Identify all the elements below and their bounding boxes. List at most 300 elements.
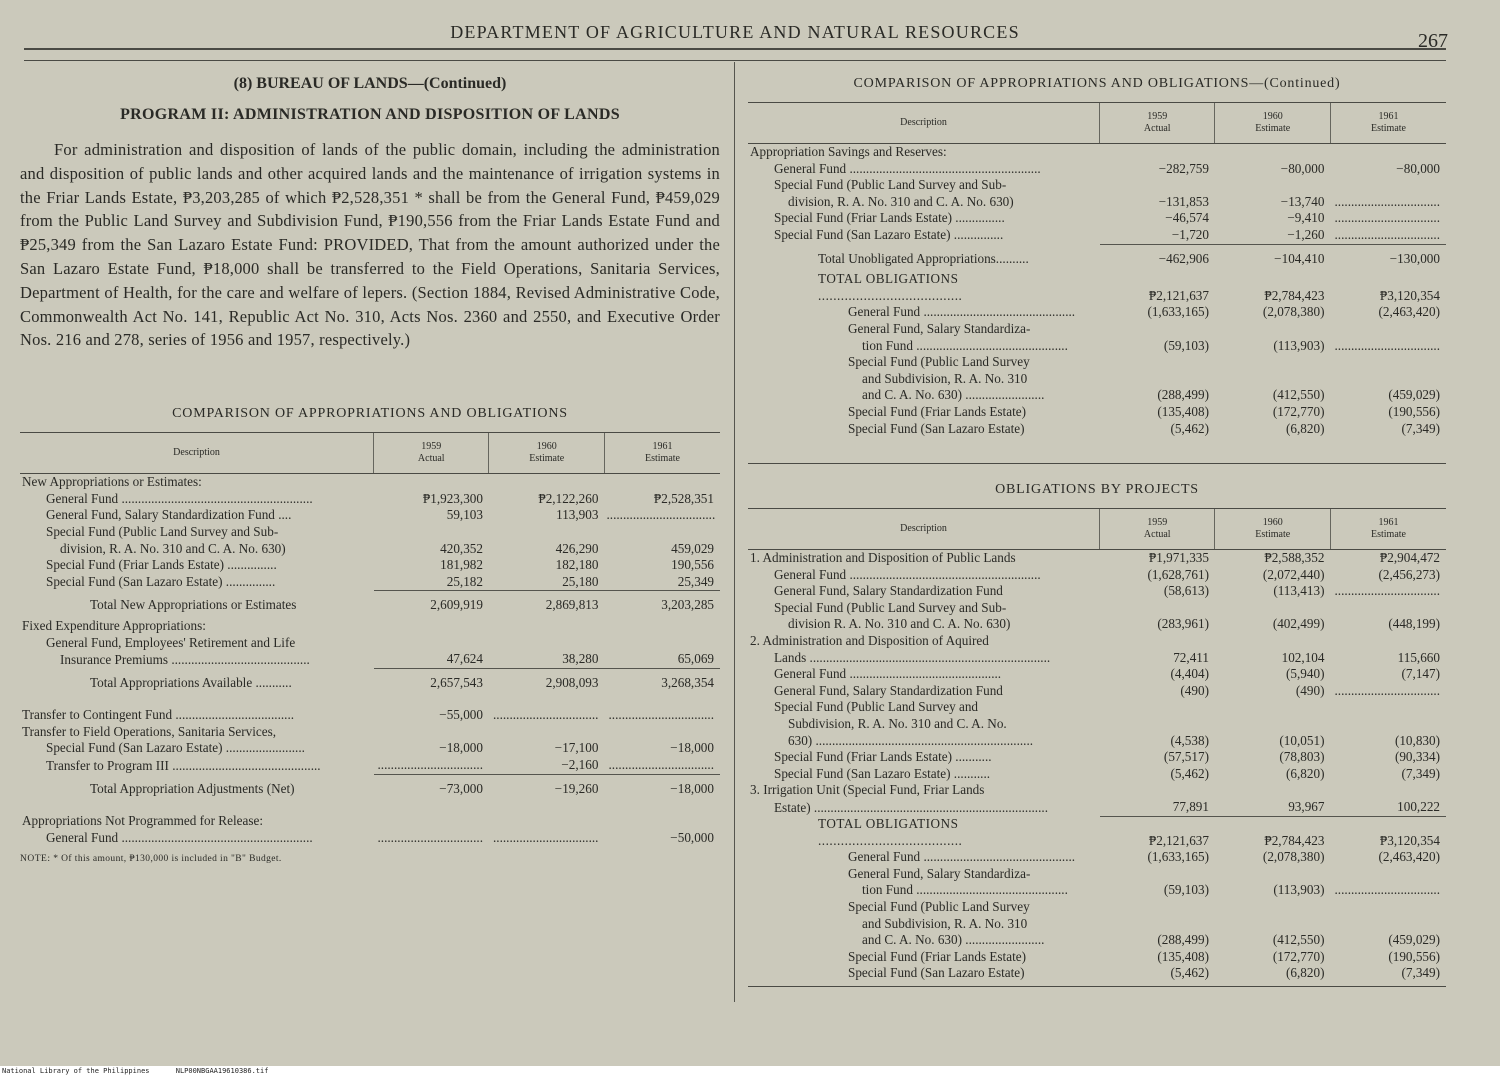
table-row [748,866,1446,883]
col-1959: 1959 Actual [1100,509,1215,550]
note-text: * Of this amount, ₱130,000 is included in "B" Budget. [53,854,282,865]
value-1961: (7,349) [1401,765,1440,781]
row-label: General Fund, Salary Standardiza- [848,320,1031,336]
value-1961 [604,724,720,741]
table-row [20,507,720,524]
value-1960: 93,967 [1288,799,1325,814]
value-1960: (490) [1295,682,1325,698]
value-1960: −2,160 [561,757,599,773]
table-row [748,354,1446,371]
row-label: and C. A. No. 630) ........................ [862,387,1045,403]
value-1960 [1215,371,1330,388]
value-1959: 59,103 [446,507,483,523]
col-1961: 1961 Estimate [1330,103,1446,144]
table-row [748,387,1446,404]
value-1960: (172,770) [1272,403,1325,419]
row-label: General Fund .......................................................... [46,490,313,506]
value-1961: (190,556) [1388,403,1440,419]
table-row [20,635,720,652]
value-1960: (6,820) [1286,420,1325,436]
table-row [20,724,720,741]
value-1961 [1330,866,1446,883]
value-1959: 72,411 [1173,649,1209,665]
row-label: General Fund .......................................................... [46,829,313,845]
value-1960 [1215,716,1330,733]
table-row [20,557,720,574]
value-1961: 459,029 [671,540,714,556]
table-row [748,244,1446,271]
file-name: NLP00NBGAA19610386.tif [175,1067,269,1075]
row-label: General Fund .............................................. [774,666,1002,682]
value-1960: −13,740 [1280,193,1325,209]
value-1960 [1215,782,1330,799]
value-1961: (2,456,273) [1378,566,1440,582]
table-row [748,210,1446,227]
row-label: 630) .................................................................. [788,732,1034,748]
value-1959: (288,499) [1157,387,1209,403]
row-label: General Fund, Salary Standardization Fund [774,682,1003,698]
value-1960 [489,524,604,541]
row-label: Total Appropriation Adjustments (Net) [90,780,295,796]
value-1961: 25,349 [677,573,714,589]
value-1961: ................................ [1334,882,1440,898]
appropriations-table [20,432,720,846]
row-label: division R. A. No. 310 and C. A. No. 630) [788,616,1011,632]
table-row [20,830,720,847]
col-1961: 1961 Estimate [1330,509,1446,550]
value-1959: ₱2,121,637 [1100,816,1215,849]
value-1960: (113,413) [1273,583,1325,599]
value-1959 [1100,699,1215,716]
value-1959 [374,635,489,652]
row-label: Appropriations Not Programmed for Release: [22,813,263,829]
value-1961: −18,000 [670,740,714,756]
program-paragraph: For administration and disposition of lands of the public domain, including the administration and disposition of public lands and other acquired lands and the maintenance of irrigation systems in the Friar Lands Estate, ₱3,203,285 of which ₱2,528,351 * shall be from the General Fund, ₱459,029 from the Public Land Survey and Subdivision Fund, ₱190,556 from the Friar Lands Estate Fund and ₱25,349 from the San Lazaro Estate Fund: PROVIDED, That from the amount authorized under the San Lazaro Estate Fund, ₱18,000 shall be transferred to the Field Operations, Sanitaria Services, Department of Health, for the care and welfare of lepers. (Section 1884, Revised Administrative Code, Commonwealth Act No. 141, Republic Act No. 310, Acts Nos. 2360 and 2550, and Executive Order Nos. 216 and 278, series of 1956 and 1957, respectively.) [20,140,720,350]
row-label: Special Fund (San Lazaro Estate) [848,420,1025,436]
value-1960: −9,410 [1287,210,1325,226]
value-1960: (113,903) [1273,337,1325,353]
table-row [748,650,1446,667]
table-row [20,668,720,695]
row-label: Total Appropriations Available ........... [90,674,292,690]
table-row [748,338,1446,355]
value-1959: ₱2,121,637 [1148,287,1209,303]
table-row [748,583,1446,600]
value-1960: (113,903) [1273,882,1325,898]
value-1960 [1215,699,1330,716]
value-1961: ................................. [606,507,716,523]
value-1960: −19,260 [489,774,604,801]
table-row [748,949,1446,966]
row-label: TOTAL OBLIGATIONS ...................................... [818,271,963,303]
value-1959: ................................ [377,757,483,773]
header-rule [24,48,1446,50]
value-1959: −1,720 [1171,226,1209,242]
value-1960: ₱2,784,423 [1264,287,1325,303]
value-1959: ................................ [377,829,483,845]
spacer-row [20,801,720,813]
row-label: TOTAL OBLIGATIONS ...................................... [818,816,963,848]
value-1959 [374,524,489,541]
value-1959: (58,613) [1163,583,1209,599]
value-1960 [489,813,604,830]
table-row [748,733,1446,750]
value-1960: −80,000 [1280,160,1325,176]
value-1959: (135,408) [1157,948,1209,964]
value-1961: (7,147) [1401,666,1440,682]
table-row [748,965,1446,982]
value-1959 [1100,371,1215,388]
row-label: General Fund .............................................. [848,304,1076,320]
value-1960: (402,499) [1272,616,1325,632]
value-1960 [1215,177,1330,194]
table-row [748,161,1446,178]
table-row [748,194,1446,211]
row-label: 3. Irrigation Unit (Special Fund, Friar Lands [750,782,985,798]
value-1961 [1330,354,1446,371]
value-1960: 2,869,813 [489,591,604,618]
value-1959: (283,961) [1157,616,1209,632]
value-1960: 113,903 [556,507,599,523]
left-table-caption: COMPARISON OF APPROPRIATIONS AND OBLIGATIONS [172,406,568,422]
value-1959: (59,103) [1163,882,1209,898]
table-row [20,524,720,541]
value-1961 [1330,177,1446,194]
obligations-by-projects-table [748,508,1446,982]
value-1961: −80,000 [1396,160,1440,176]
value-1960: ................................ [492,829,599,845]
row-label: Transfer to Program III ............................................. [46,757,321,773]
value-1961 [604,524,720,541]
spacer-row [20,695,720,707]
table-row [748,899,1446,916]
value-1959: −18,000 [439,740,483,756]
value-1959: −55,000 [439,707,483,723]
value-1961: ₱2,904,472 [1379,550,1440,566]
value-1960: (2,072,440) [1262,566,1325,582]
row-label: Total New Appropriations or Estimates [90,597,297,613]
value-1961: ₱3,120,354 [1330,816,1446,849]
table-row [20,574,720,591]
value-1961: ................................ [1334,337,1440,353]
table-row [20,618,720,635]
value-1960: (412,550) [1272,932,1325,948]
table-row [748,633,1446,650]
table-row [748,421,1446,438]
library-name: National Library of the Philippines [2,1067,150,1075]
value-1959 [1100,321,1215,338]
value-1961 [1330,371,1446,388]
value-1961: −130,000 [1330,244,1446,271]
value-1959: (490) [1180,682,1209,698]
row-label: tion Fund .............................................. [862,337,1068,353]
value-1959: 47,624 [446,651,483,667]
value-1959: ₱1,971,335 [1148,550,1209,566]
value-1959: ₱1,923,300 [422,490,483,506]
value-1960: ₱2,588,352 [1264,550,1325,566]
value-1959: 2,657,543 [374,668,489,695]
value-1961: −18,000 [604,774,720,801]
row-label: tion Fund .............................................. [862,882,1068,898]
value-1960 [1215,916,1330,933]
value-1961 [604,618,720,635]
program-title: PROGRAM II: ADMINISTRATION AND DISPOSITION OF LANDS [120,106,620,123]
value-1960 [489,635,604,652]
table-row [20,651,720,668]
table-row [20,591,720,618]
value-1959: (1,628,761) [1147,566,1209,582]
value-1959 [1100,866,1215,883]
value-1961 [1330,916,1446,933]
row-label: Special Fund (San Lazaro Estate) [848,965,1025,981]
row-label: Insurance Premiums .......................................... [60,651,310,667]
value-1961: 115,660 [1397,649,1440,665]
value-1960 [489,724,604,741]
row-label: General Fund, Salary Standardization Fund [774,583,1003,599]
value-1961 [1330,699,1446,716]
value-1961: 190,556 [671,557,714,573]
table-row [20,757,720,774]
value-1960: ₱2,122,260 [538,490,599,506]
value-1961 [1330,321,1446,338]
row-label: Special Fund (Public Land Survey and [774,699,979,715]
value-1959: −46,574 [1165,210,1209,226]
value-1959: 181,982 [440,557,483,573]
col-description: Description [748,509,1100,550]
table-row [20,474,720,491]
value-1961: (2,463,420) [1378,849,1440,865]
value-1961: ................................ [1334,210,1440,226]
table-row [748,932,1446,949]
right-table1-caption: COMPARISON OF APPROPRIATIONS AND OBLIGATIONS—(Continued) [853,76,1341,91]
table-end-rule [748,986,1446,987]
value-1960: (2,078,380) [1262,304,1325,320]
value-1961: ................................ [1334,193,1440,209]
table-row [748,304,1446,321]
row-label: and Subdivision, R. A. No. 310 [862,370,1028,386]
table-row [748,404,1446,421]
value-1959: (59,103) [1163,337,1209,353]
value-1961: (10,830) [1394,732,1440,748]
row-label: General Fund, Employees' Retirement and Life [46,634,296,650]
value-1960: (6,820) [1286,965,1325,981]
table-row [748,666,1446,683]
value-1961 [1330,899,1446,916]
value-1959: (1,633,165) [1147,849,1209,865]
value-1961: (90,334) [1394,749,1440,765]
table-row [748,227,1446,244]
table-row [748,782,1446,799]
row-label: Fixed Expenditure Appropriations: [22,617,206,633]
value-1959 [374,724,489,741]
table-row [748,144,1446,161]
row-label: Special Fund (Friar Lands Estate) ............... [774,210,1005,226]
row-label: Special Fund (San Lazaro Estate) ........................ [46,740,305,756]
value-1961: (459,029) [1388,387,1440,403]
col-1961: 1961 Estimate [604,433,720,474]
row-label: division, R. A. No. 310 and C. A. No. 630) [60,540,286,556]
value-1961: ................................ [608,757,714,773]
value-1959 [1100,633,1215,650]
row-label: Special Fund (Friar Lands Estate) [848,948,1026,964]
value-1959: −131,853 [1158,193,1209,209]
row-label: New Appropriations or Estimates: [22,474,202,490]
value-1961 [604,635,720,652]
row-label: Special Fund (Friar Lands Estate) ........... [774,749,992,765]
row-label: division, R. A. No. 310 and C. A. No. 630) [788,193,1014,209]
value-1961: (448,199) [1388,616,1440,632]
value-1959: −282,759 [1158,160,1209,176]
row-label: Transfer to Field Operations, Sanitaria Services, [22,723,277,739]
table-row [748,766,1446,783]
value-1959: (1,633,165) [1147,304,1209,320]
value-1961: 3,203,285 [604,591,720,618]
value-1961: (7,349) [1401,965,1440,981]
value-1960: ₱2,784,423 [1215,816,1330,849]
table-row [748,271,1446,304]
value-1961 [1330,144,1446,161]
value-1961: (190,556) [1388,948,1440,964]
value-1959: 77,891 [1172,799,1209,814]
row-label: General Fund .......................................................... [774,160,1041,176]
col-1960: 1960 Estimate [1215,103,1330,144]
row-label: Appropriation Savings and Reserves: [750,144,947,159]
value-1961: ................................ [1334,583,1440,599]
value-1960: (172,770) [1272,948,1325,964]
value-1960: 25,180 [562,573,599,589]
value-1959 [1100,782,1215,799]
value-1960: 2,908,093 [489,668,604,695]
value-1960: 102,104 [1281,649,1325,665]
col-description: Description [748,103,1100,144]
value-1960 [489,618,604,635]
value-1960: (412,550) [1272,387,1325,403]
value-1959 [1100,899,1215,916]
table-row [20,541,720,558]
right-column [748,76,1446,987]
col-description: Description [20,433,374,474]
value-1961: (459,029) [1388,932,1440,948]
table-row [748,816,1446,849]
value-1960 [1215,321,1330,338]
table-row [748,916,1446,933]
row-label: Subdivision, R. A. No. 310 and C. A. No. [788,716,1007,732]
value-1959: 420,352 [440,540,483,556]
value-1961: −50,000 [670,829,714,845]
row-label: General Fund, Salary Standardization Fund .... [46,507,292,523]
table-row [20,774,720,801]
value-1959: (135,408) [1157,403,1209,419]
table-row [748,371,1446,388]
table-row [748,699,1446,716]
value-1961 [604,813,720,830]
value-1959 [1100,144,1215,161]
value-1961: (2,463,420) [1378,304,1440,320]
value-1960 [1215,144,1330,161]
value-1959: (57,517) [1163,749,1209,765]
value-1959: (5,462) [1170,965,1209,981]
value-1959 [1100,600,1215,617]
row-label: Total Unobligated Appropriations.......... [818,250,1029,266]
value-1959: (4,538) [1170,732,1209,748]
row-label: Special Fund (Friar Lands Estate) [848,403,1026,419]
value-1960 [1215,633,1330,650]
table-row [748,600,1446,617]
table-row [748,849,1446,866]
value-1959 [1100,716,1215,733]
value-1961 [1330,716,1446,733]
row-label: Estate) ....................................................................... [774,799,1048,815]
row-label: General Fund, Salary Standardiza- [848,865,1031,881]
value-1961 [1330,633,1446,650]
value-1959 [1100,354,1215,371]
value-1961 [1330,782,1446,799]
value-1961: ................................ [1334,226,1440,242]
row-label: 1. Administration and Disposition of Public Lands [750,550,1016,566]
header-rule-2 [24,60,1446,61]
table-row [748,567,1446,584]
value-1959: (5,462) [1170,420,1209,436]
col-1959: 1959 Actual [374,433,489,474]
row-label: General Fund .............................................. [848,849,1076,865]
row-label: Special Fund (San Lazaro Estate) ............... [46,574,276,590]
running-header: DEPARTMENT OF AGRICULTURE AND NATURAL RESOURCES [450,22,1020,42]
table-row [20,813,720,830]
col-1959: 1959 Actual [1100,103,1215,144]
value-1960 [1215,899,1330,916]
note-label: NOTE: [20,854,51,865]
value-1960 [1215,600,1330,617]
row-label: Special Fund (Public Land Survey and Sub- [46,523,279,539]
value-1961: 3,268,354 [604,668,720,695]
row-label: Special Fund (San Lazaro Estate) ........... [774,765,991,781]
row-label: Special Fund (Public Land Survey [848,899,1030,915]
table-row [748,177,1446,194]
row-label: Special Fund (Public Land Survey [848,354,1030,370]
value-1960: −17,100 [554,740,599,756]
row-label: Special Fund (San Lazaro Estate) ............... [774,227,1004,243]
table-row [748,749,1446,766]
value-1960: (10,051) [1279,732,1325,748]
value-1960: (2,078,380) [1262,849,1325,865]
page-number: 267 [1418,30,1448,52]
row-label: General Fund .......................................................... [774,566,1041,582]
scan-footer [0,1066,1500,1076]
value-1959 [374,813,489,830]
right-table2-caption: OBLIGATIONS BY PROJECTS [748,463,1446,498]
table-row [748,882,1446,899]
col-1960: 1960 Estimate [1215,509,1330,550]
col-1960: 1960 Estimate [489,433,604,474]
value-1961: ₱2,528,351 [653,490,714,506]
value-1959 [374,618,489,635]
table-row [748,683,1446,700]
value-1961 [1330,600,1446,617]
value-1959: −73,000 [374,774,489,801]
value-1959: −462,906 [1100,244,1215,271]
value-1959: (4,404) [1170,666,1209,682]
bureau-title: (8) BUREAU OF LANDS—(Continued) [233,75,507,92]
value-1960: 182,180 [555,557,599,573]
value-1960: −104,410 [1215,244,1330,271]
value-1960: 426,290 [555,540,599,556]
left-column [20,70,720,864]
table-row [748,321,1446,338]
table-row [20,707,720,724]
value-1959: (5,462) [1170,765,1209,781]
value-1960: (6,820) [1286,765,1325,781]
budget-note [20,854,720,864]
